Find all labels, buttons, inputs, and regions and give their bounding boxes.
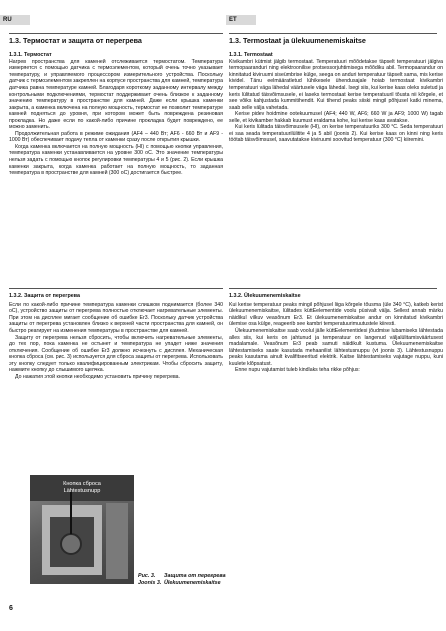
subsection-rule-right xyxy=(229,288,437,289)
ru-thermostat-column xyxy=(9,36,223,177)
et-overheat-block xyxy=(229,291,443,374)
photo-side-panel xyxy=(106,503,128,579)
page-number: 6 xyxy=(9,605,13,612)
language-tab-ru: RU xyxy=(0,15,30,25)
subsection-rule-left xyxy=(9,288,223,289)
ru-overheat-paragraph: Если по какой-либо причине температура каменки слишком поднимается (более 340 оC), устройство защиты от перегрева полностью отключает нагревательные элементы. При этом на дисплее мигает сообщение об ошибке Er3. Поскольку датчик устройства защиты от перегрева установлен близко к верхней части пространства для камней, он быстро реагирует на изменения температуры в пространстве для камней. xyxy=(9,301,223,334)
caption-ru-text: Защита от перегрева xyxy=(164,573,226,579)
reset-button-icon xyxy=(60,533,82,555)
et-thermostat-subtitle: 1.3.1. Termostaat xyxy=(229,52,273,58)
et-section-title: 1.3. Termostaat ja ülekuumenemiskaitse xyxy=(229,36,366,45)
ru-overheat-paragraph: До нажатия этой кнопки необходимо установить причину перегрева. xyxy=(15,373,180,380)
ru-thermostat-subtitle: 1.3.1. Термостат xyxy=(9,52,52,58)
et-overheat-paragraph: Enne nupu vajutamist tuleb kindlaks teha rikke põhjus: xyxy=(235,367,360,374)
ru-overheat-block xyxy=(9,291,223,380)
et-thermostat-paragraph: Kui keris lülitada täisvõimsusele (HI), on kerise temperatuuriks 300 °C. Seda temperatuuri ei saa seada temperatuurilülitite 4 ja 5 abil (joonis 2). Kui kerise kaas on kinni ning keris töötab täisvõimsusel, saavutatakse kiviruumi soovitud temperatuur (300 °C) kiiremini. xyxy=(229,124,443,144)
et-thermostat-paragraph: Kerise pidev hoidmine ootekuumusel (AF4; 440 W, AF6; 660 W ja AF9; 1000 W) tagab selle, et kivikamber hakkab kuumust eraldama kohe, kui kerise kaas avatakse. xyxy=(229,111,443,124)
et-thermostat-column xyxy=(229,36,443,144)
reset-button-photo xyxy=(30,475,134,584)
ru-thermostat-paragraph: Когда каменка включается на полную мощность (HI) с помощью кнопки управления, температура каменки устанавливается на уровне 300 оC. Это значение температуры нельзя задать с помощью кнопок регулировки температуры 4 и 5 (рис. 2). Если крышка каменки закрыта, когда каменка работает на полную мощность, то заданная температура в пространстве для камней (300 оC) достигается быстрее. xyxy=(9,143,223,177)
et-overheat-paragraph: Ülekuumenemiskaitse saab voolul jälle küttEelementidesi jõudmise lubamiseks lähtestada alles siis, kui keris on jahtunud ja temperatuur on langenud väljalülitamisväärtusest madalamale. Veasõnum Er3 peab samuti näidikult kustuma. Ülekuumenemiskaitse lähtestamiseks saate kasutada mehaanilist lähtestusnuppu (vt joonis 3). Lähtestusnuppu peaks kasutama ainult kvalifitseeritud elektrik. Kaitse lähtestamiseks vajutage nuppu, kuni kuulete klõpsatust. xyxy=(229,327,443,367)
section-rule-left xyxy=(9,33,223,34)
photo-label xyxy=(30,481,134,495)
ru-overheat-subtitle: 1.3.2. Защита от перегрева xyxy=(9,293,80,299)
ru-thermostat-paragraph: Нагрев пространства для каменей отслеживается термостатом. Температура измеряется с помощью датчика с термоэлементом, который очень точно указывает температуру, и управляемого процессором измерительного устройства. Поскольку датчик с термоэлементом закреплен на корпусе пространства для камней, температура датчика равна температуре камней. Благодаря короткому заданному интервалу между контрольными подключениями, термостат поддерживает очень близкое к заданному значению температуру в пространстве для камней. Даже если крышка каменки закрыта, а каменка включена на полную мощность, термостат не позволит температуре камней подняться до уровня, при котором может быть повреждена резиновая прокладка. Но даже если по какой-либо причине прокладка будет повреждено, ее можно заменить. xyxy=(9,58,223,131)
caption-et-text: Ülekuumenemiskaitse xyxy=(164,579,221,586)
et-overheat-paragraph: Kui kerise temperatuur peaks mingil põhjusel liiga kõrgele tõusma (üle 340 °C), katkeb kerist ülekuumenemiskaitse, lülitades küttEelementide voolu püsivalt välja. Sellest annab märku näidikul vilkuv veasõnum Er3. Et ülekuumenemiskaitse andur on kinnitatud kivikambri ülemise osa külge, reageerib see kambri temperatuurimuutustele kiiresti. xyxy=(229,301,443,328)
caption-et-label: Joonis 3. xyxy=(138,579,162,586)
ru-thermostat-paragraph: Продолжительная работа в режиме ожидания (AF4 – 440 Вт; AF6 - 660 Вт и AF9 - 1000 Вт) обеспечивает подачу тепла от каменки сразу после открытия крышки. xyxy=(9,130,223,144)
pointer-line xyxy=(70,492,72,534)
section-rule-right xyxy=(229,33,437,34)
ru-section-title: 1.3. Термостат и защита от перегрева xyxy=(9,36,142,45)
ru-overheat-paragraph: Защиту от перегрева нельзя сбросить, чтобы включить нагревательные элементы, до тех пор, пока каменка не остынет и температура не упадет ниже значения отключения. Сообщение об ошибке Er3 должно исчезнуть с дисплея. Механическая кнопка сброса (см. рис. 3) используется для сброса защиты от перегрева. Использовать эту кнопку следует только квалифицированным электрикам. Чтобы сбросить защиту, нажмите кнопку до слышимого щелчка. xyxy=(9,334,223,374)
caption-ru-label: Рис. 3. xyxy=(138,573,156,579)
figure-caption xyxy=(138,573,258,587)
language-tab-et: ET xyxy=(226,15,256,25)
photo-label-et: Lähtestusnupp xyxy=(63,488,101,494)
et-thermostat-paragraph: Kivikambri kütmist jälgib termostaat. Temperatuuri mõõdetakse täpselt temperatuuri jälgiva termopaaranduri ning elektroonilise protsessorjuhtimisega mõõdiku abil. Termopaarandur on kinnitatud kiviruumi siseümbrise külge, seega on anduri temperatuur täpselt sama, mis kerise kividel. Tänu eelmääratletud lühikesele ühendusajale hoiab termostaat kivikambri temperatuuri väga lähedal väärtusele väga lähedal. Isegi siis, kui kerise kaas oleks suletud ja keris lülitatud täisvõimsusele, ei laseks termostaat kerise temperatuuril tõusta nii kõrgele, et see võiks kahjustada kummitihendit. Kui tihend peaks siiski mingil põhjusel katki minema, saab selle välja vahetada. xyxy=(229,58,443,111)
photo-label-ru: Кнопка сброса xyxy=(63,481,101,487)
et-overheat-subtitle: 1.3.2. Ülekuumenemiskaitse xyxy=(229,293,301,299)
